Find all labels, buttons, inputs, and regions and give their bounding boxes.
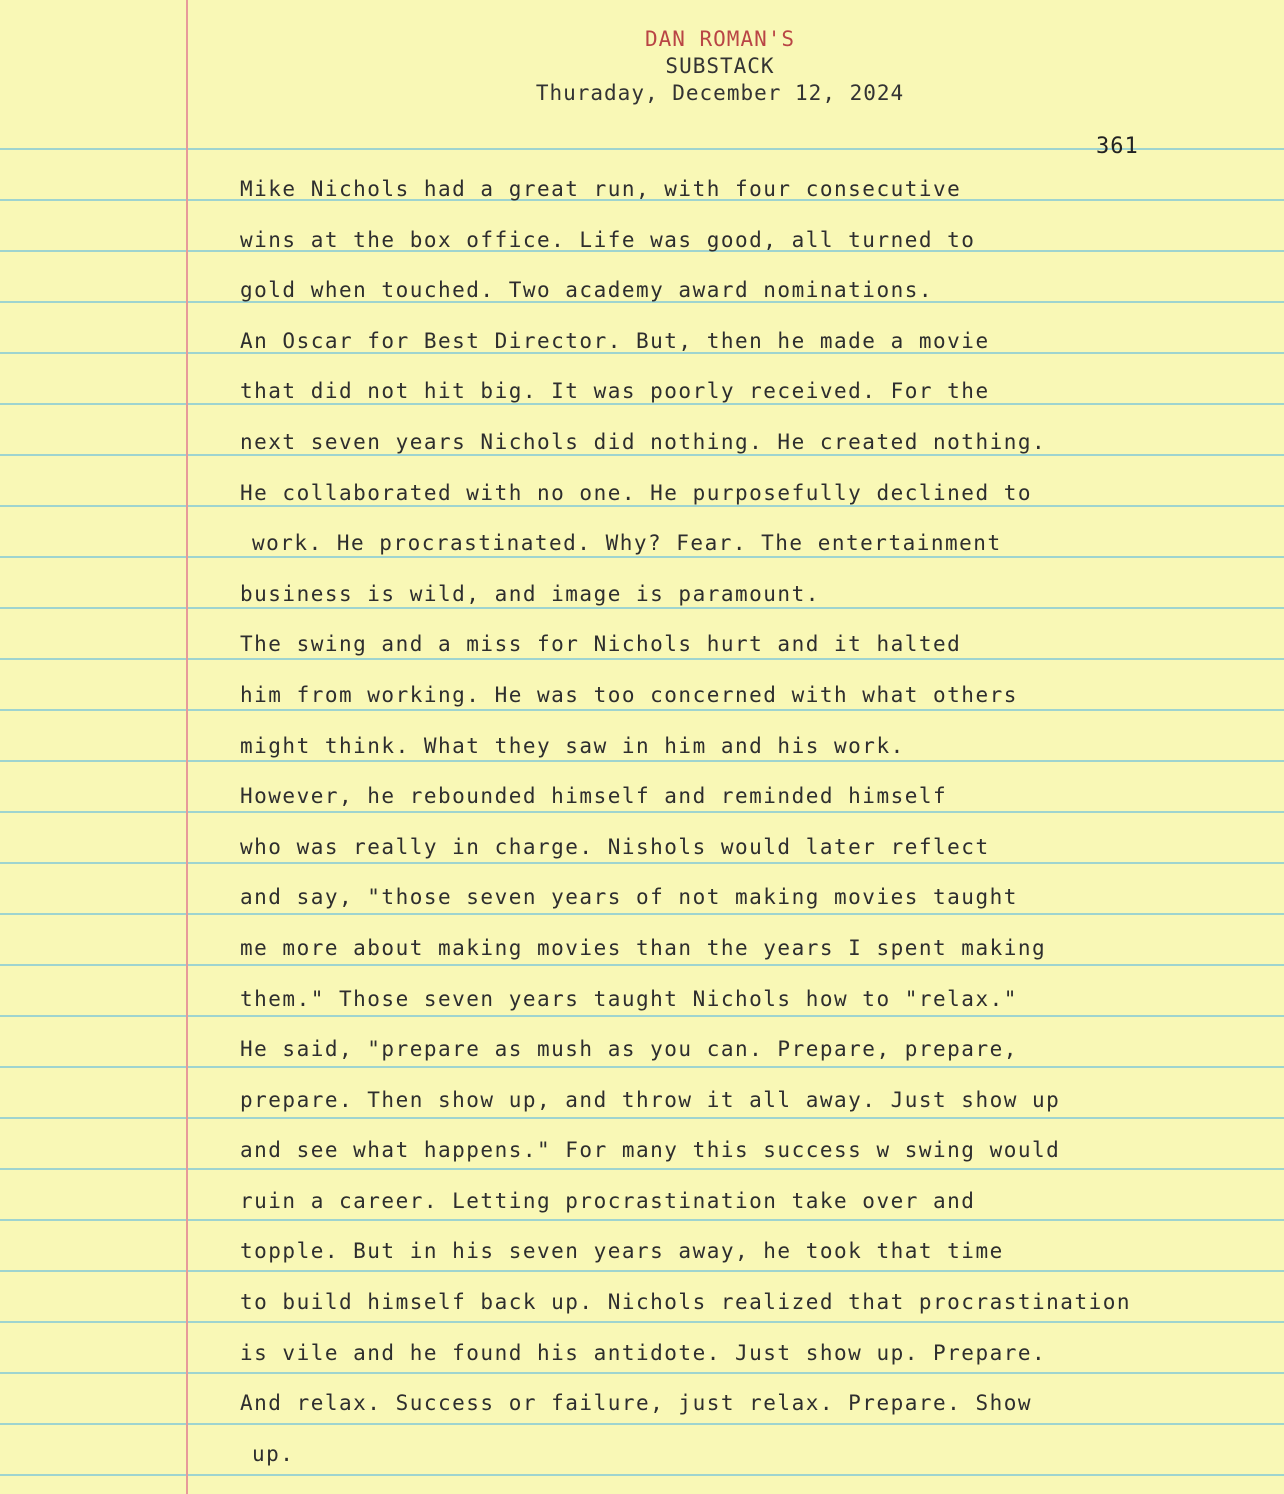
text-line: to build himself back up. Nichols realized that procrastination — [240, 1290, 1132, 1315]
text-line: wins at the box office. Life was good, all turned to — [240, 227, 976, 252]
text-line: who was really in charge. Nishols would later reflect — [240, 834, 990, 859]
page-number: 361 — [1096, 134, 1139, 159]
text-line: that did not hit big. It was poorly received. For the — [240, 379, 990, 404]
post-date: Thuraday, December 12, 2024 — [535, 81, 905, 105]
text-line: him from working. He was too concerned with what others — [240, 682, 1018, 707]
text-line: me more about making movies than the years I spent making — [240, 935, 1047, 960]
publication-name: SUBSTACK — [665, 54, 775, 78]
text-line: He said, "prepare as mush as you can. Prepare, prepare, — [240, 1037, 1018, 1062]
typed-body-text — [240, 172, 1220, 1487]
author-name: DAN ROMAN'S — [644, 27, 796, 51]
margin-line — [186, 0, 188, 1494]
page-header — [400, 26, 1040, 107]
text-line: He collaborated with no one. He purposefully declined to — [240, 480, 1033, 505]
text-line: Mike Nichols had a great run, with four consecutive — [240, 177, 962, 201]
text-line: them." Those seven years taught Nichols how to "relax." — [240, 986, 1018, 1011]
text-line: work. He procrastinated. Why? Fear. The entertainment — [252, 531, 1002, 556]
text-line: next seven years Nichols did nothing. He created nothing. — [240, 429, 1047, 454]
text-line: is vile and he found his antidote. Just show up. Prepare. — [240, 1340, 1047, 1365]
text-line: And relax. Success or failure, just relax. Prepare. Show — [240, 1391, 1033, 1416]
text-line: might think. What they saw in him and his work. — [240, 733, 905, 758]
text-line: business is wild, and image is paramount. — [240, 581, 820, 606]
text-line: and see what happens." For many this success w swing would — [240, 1138, 1061, 1163]
text-line: prepare. Then show up, and throw it all away. Just show up — [240, 1087, 1061, 1112]
text-line: However, he rebounded himself and reminded himself — [240, 784, 948, 809]
text-line: and say, "those seven years of not making movies taught — [240, 885, 1018, 910]
text-line: ruin a career. Letting procrastination take over and — [240, 1188, 976, 1213]
text-line: gold when touched. Two academy award nominations. — [240, 278, 934, 303]
text-line: topple. But in his seven years away, he took that time — [240, 1239, 1004, 1264]
text-line: An Oscar for Best Director. But, then he made a movie — [240, 328, 990, 353]
text-line: The swing and a miss for Nichols hurt and it halted — [240, 632, 962, 657]
text-line: up. — [252, 1441, 295, 1466]
